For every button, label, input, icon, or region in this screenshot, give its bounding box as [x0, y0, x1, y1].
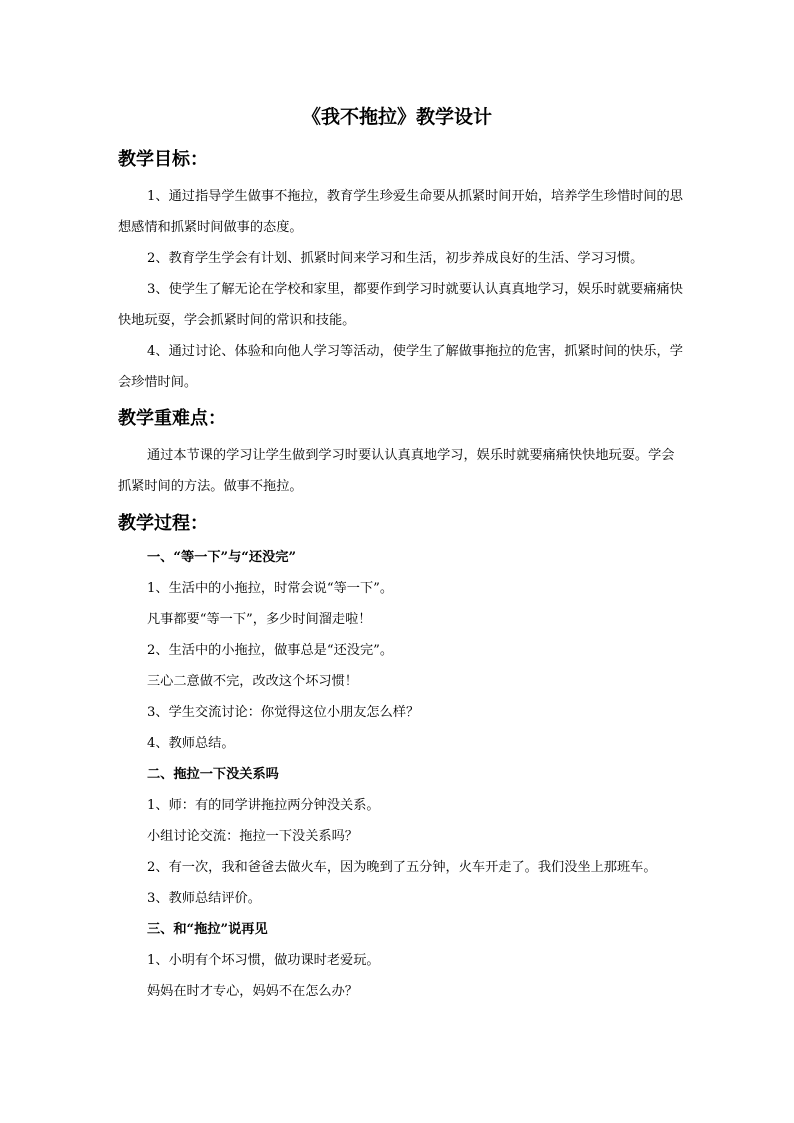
objective-item-2: 2、教育学生学会有计划、抓紧时间来学习和生活，初步养成良好的生活、学习习惯。: [147, 251, 644, 266]
process-heading: 教学过程：: [118, 513, 208, 534]
key-points-text: 通过本节课的学习让学生做到学习时要认认真真地学习，娱乐时就要痛痛快快地玩耍。学会抓紧时间的方法。做事不拖拉。: [118, 448, 675, 494]
section-title-2: 二、拖拉一下没关系吗: [147, 767, 279, 782]
section-1-line-2: 凡事都要“等一下”，多少时间溜走啦！: [147, 612, 372, 627]
section-1-line-6: 4、教师总结。: [147, 736, 235, 751]
section-3-line-1: 1、小明有个坏习惯，做功课时老爱玩。: [147, 953, 380, 968]
section-1-line-1: 1、生活中的小拖拉，时常会说“等一下”。: [147, 581, 394, 596]
section-title-1: 一、“等一下”与“还没完”: [147, 550, 297, 565]
section-title-3: 三、和“拖拉”说再见: [147, 922, 268, 937]
section-2-line-1: 1、师：有的同学讲拖拉两分钟没关系。: [147, 798, 380, 813]
section-2-line-3: 2、有一次，我和爸爸去做火车，因为晚到了五分钟，火车开走了。我们没坐上那班车。: [147, 860, 657, 875]
section-1-line-3: 2、生活中的小拖拉，做事总是“还没完”。: [147, 643, 394, 658]
section-1-line-5: 3、学生交流讨论：你觉得这位小朋友怎么样？: [147, 705, 420, 720]
section-3-line-2: 妈妈在时才专心，妈妈不在怎么办？: [147, 984, 358, 999]
section-1-line-4: 三心二意做不完，改改这个坏习惯！: [147, 674, 358, 689]
document-title: 《我不拖拉》教学设计: [301, 106, 492, 128]
section-2-line-2: 小组讨论交流：拖拉一下没关系吗？: [147, 829, 358, 844]
objective-item-1: 1、通过指导学生做事不拖拉，教育学生珍爱生命要从抓紧时间开始，培养学生珍惜时间的思想感情和抓紧时间做事的态度。: [118, 189, 683, 235]
objective-item-4: 4、通过讨论、体验和向他人学习等活动，使学生了解做事拖拉的危害，抓紧时间的快乐，学会珍惜时间。: [118, 344, 683, 390]
key-points-heading: 教学重难点：: [118, 408, 226, 429]
objectives-heading: 教学目标：: [118, 149, 208, 170]
objective-item-3: 3、使学生了解无论在学校和家里，都要作到学习时就要认认真真地学习，娱乐时就要痛痛快快地玩耍，学会抓紧时间的常识和技能。: [118, 282, 683, 328]
section-2-line-4: 3、教师总结评价。: [147, 891, 261, 906]
